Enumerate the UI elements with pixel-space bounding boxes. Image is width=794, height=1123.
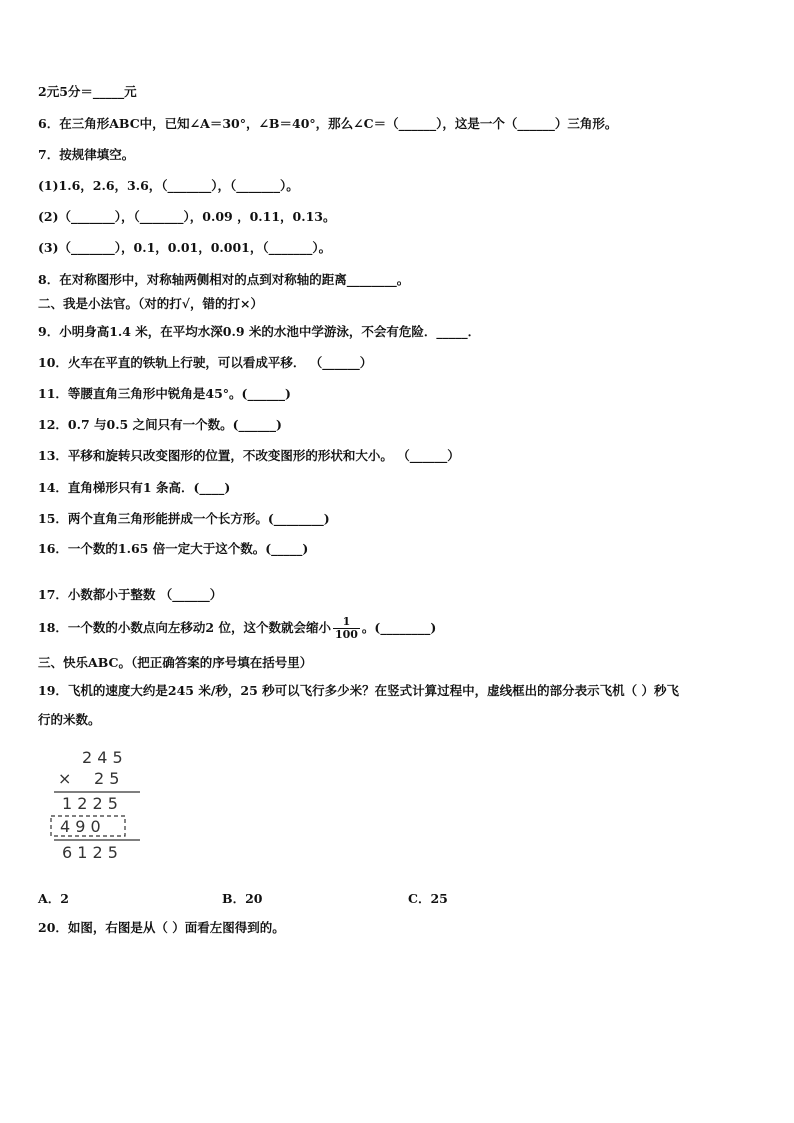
option-a: A．2 (38, 891, 69, 906)
question-17: 17．小数都小于整数 （______） (38, 587, 223, 602)
question-7: 7．按规律填空。 (38, 147, 135, 162)
question-16: 16．一个数的1.65 倍一定大于这个数。(_____) (38, 541, 309, 556)
question-6: 6．在三角形ABC中，已知∠A＝30°，∠B＝40°，那么∠C＝（______），这是一个（______）三角形。 (38, 116, 618, 131)
question-7-part-1: (1)1.6，2.6，3.6，（_______），（_______）。 (38, 178, 299, 193)
question-18-answer: 。(________) (361, 620, 437, 635)
fraction-denominator: 100 (334, 628, 358, 641)
question-19-line-2: 行的米数。 (38, 712, 101, 727)
option-b: B．20 (222, 891, 263, 906)
calc-multiplier: 2 5 (94, 769, 120, 788)
question-18 (38, 616, 436, 641)
question-9: 9．小明身高1.4 米，在平均水深0.9 米的水池中学游泳，不会有危险．_____． (38, 324, 481, 339)
question-8: 8．在对称图形中，对称轴两侧相对的点到对称轴的距离________。 (38, 272, 410, 287)
question-15: 15．两个直角三角形能拼成一个长方形。(________) (38, 511, 330, 526)
fraction (333, 616, 360, 641)
calc-multiplicand: 2 4 5 (82, 748, 123, 767)
vertical-multiplication (48, 745, 148, 870)
question-13: 13．平移和旋转只改变图形的位置，不改变图形的形状和大小。 （______） (38, 448, 460, 463)
question-20: 20．如图，右图是从（ ）面看左图得到的。 (38, 920, 285, 935)
option-c: C．25 (408, 891, 448, 906)
section-2-heading: 二、我是小法官。（对的打√，错的打×） (38, 296, 263, 311)
section-3-heading: 三、快乐ABC。（把正确答案的序号填在括号里） (38, 655, 313, 670)
calc-partial-2: 4 9 0 (60, 817, 101, 836)
fraction-numerator: 1 (333, 616, 360, 629)
question-14: 14．直角梯形只有1 条高．(____) (38, 480, 231, 495)
line-unit-conversion: 2元5分＝_____元 (38, 84, 137, 99)
calc-times-sign: × (58, 769, 72, 788)
calc-partial-1: 1 2 2 5 (62, 794, 118, 813)
question-11: 11．等腰直角三角形中锐角是45°。(______) (38, 386, 291, 401)
question-18-text: 18．一个数的小数点向左移动2 位，这个数就会缩小 (38, 620, 331, 635)
question-7-part-3: (3)（_______），0.1，0.01，0.001，（_______）。 (38, 240, 332, 255)
question-7-part-2: (2)（_______），（_______），0.09 ，0.11，0.13。 (38, 209, 336, 224)
question-10: 10．火车在平直的铁轨上行驶，可以看成平移． （______） (38, 355, 373, 370)
calc-total: 6 1 2 5 (62, 843, 118, 862)
question-19-line-1: 19．飞机的速度大约是245 米/秒，25 秒可以飞行多少米？在竖式计算过程中，虚线框出的部分表示飞机（ ）秒飞 (38, 683, 680, 698)
question-12: 12．0.7 与0.5 之间只有一个数。(______) (38, 417, 282, 432)
